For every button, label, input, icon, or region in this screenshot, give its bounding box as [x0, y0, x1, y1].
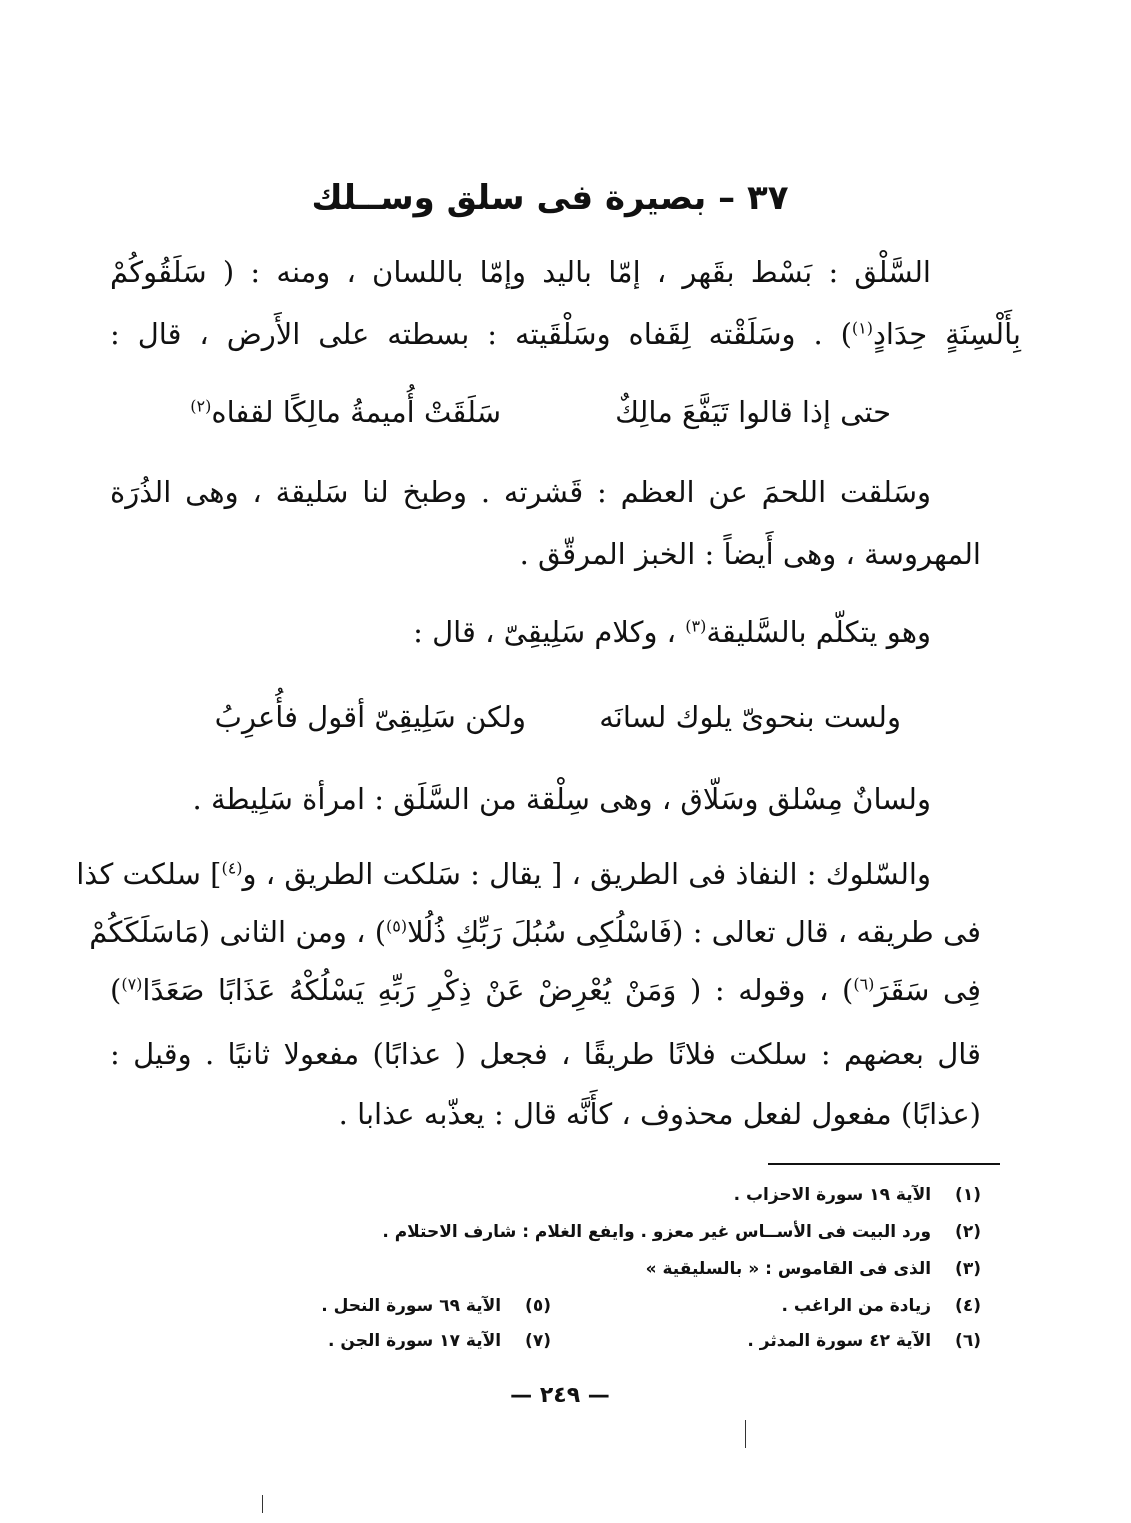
paragraph-2-line-2: [110, 537, 981, 571]
text-span: فى طريقه ، قال تعالى : (فَاسْلُكِى سُبُلَ رَبِّكِ ذُلُلا: [407, 915, 981, 949]
footnote-ref[interactable]: (٣): [685, 616, 707, 636]
verse-1-second-hemistich: [190, 395, 501, 429]
verse-2-first-hemistich: ولست بنحوىّ يلوك لسانَه: [599, 700, 901, 734]
paragraph-5-line-5: [110, 1097, 981, 1131]
text-span: ] سلكت كذا: [76, 857, 222, 891]
text-span: وسَلقت اللحمَ عن العظم : قَشرته . وطبخ لنا سَليقة ، وهى الذُرَة: [110, 475, 931, 509]
scan-mark: [745, 1420, 746, 1448]
footnote-ref[interactable]: (١): [851, 318, 874, 338]
footnote-text: الآية ١٧ سورة الجن .: [328, 1331, 502, 1351]
paragraph-5-line-2: [89, 915, 981, 949]
footnote-ref[interactable]: (٢): [190, 396, 212, 416]
footnote-ref[interactable]: (٧): [121, 974, 143, 994]
footnote-3: [646, 1259, 981, 1279]
text-span: ) . وسَلَقْته لِقَفاه وسَلْقَيته : بسطته على الأَرض ، قال :: [110, 317, 852, 351]
footnote-number: (٤): [955, 1296, 981, 1316]
verse-1-first-hemistich: حتى إذا قالوا تَيَفَّعَ مالِكٌ: [615, 395, 891, 429]
text-span: ): [110, 973, 122, 1007]
paragraph-4: ولسانٌ مِسْلق وسَلّاق ، وهى سِلْقة من السَّلَق : امرأة سَلِيطة .: [192, 782, 931, 816]
paragraph-1-line-1: [110, 255, 931, 289]
page-number: — ٢٤٩ —: [510, 1383, 610, 1408]
footnote-5: [321, 1296, 551, 1316]
text-span: وهو يتكلّم بالسَّليقة: [706, 615, 931, 649]
footnote-text: الآية ٤٢ سورة المدثر .: [747, 1331, 932, 1351]
footnote-4: [782, 1296, 982, 1316]
verse-2-second-hemistich: ولكن سَلِيقِىّ أقول فأُعرِبُ: [214, 700, 526, 734]
footnote-divider: [768, 1163, 1000, 1165]
footnote-7: [328, 1331, 551, 1351]
paragraph-5-line-3: [110, 973, 981, 1007]
paragraph-5-line-4: [110, 1037, 981, 1071]
section-title: ٣٧ – بصيرة فى سلق وســلك: [311, 178, 789, 218]
scan-mark: [262, 1495, 263, 1513]
footnote-ref[interactable]: (٤): [221, 858, 243, 878]
paragraph-3: [413, 615, 931, 649]
footnote-text: الآية ٦٩ سورة النحل .: [321, 1296, 502, 1316]
text-span: (عذابًا) مفعول لفعل محذوف ، كأَنَّه قال : يعذّبه عذابا .: [338, 1097, 981, 1131]
text-span: السَّلْق : بَسْط بقَهر ، إمّا باليد وإمّا باللسان ، ومنه : ( سَلَقُوكُمْ: [110, 255, 931, 289]
text-span: ) ، وقوله : ( وَمَنْ يُعْرِضْ عَنْ ذِكْرِ رَبِّهِ يَسْلُكْهُ عَذَابًا صَعَدًا: [142, 973, 854, 1007]
text-span: سَلَقَتْ أُميمةُ مالِكًا لقفاه: [211, 395, 501, 429]
text-span: فِى سَقَرَ: [874, 973, 981, 1007]
text-span: المهروسة ، وهى أَيضاً : الخبز المرقّق .: [519, 537, 981, 571]
footnote-1: [734, 1185, 981, 1205]
footnote-6: [747, 1331, 981, 1351]
footnote-number: (٦): [955, 1331, 981, 1351]
paragraph-5-line-1: [76, 857, 931, 891]
footnote-number: (١): [955, 1185, 981, 1205]
text-span: ) ، ومن الثانى (مَاسَلَكَكُمْ: [89, 915, 387, 949]
text-span: بِأَلْسِنَةٍ حِدَادٍ: [873, 317, 1021, 351]
paragraph-1-line-2: [110, 317, 1021, 351]
footnote-text: ورد البيت فى الأســاس غير معزو . وايفع الغلام : شارف الاحتلام .: [382, 1222, 932, 1242]
footnote-ref[interactable]: (٥): [386, 916, 408, 936]
footnote-text: الذى فى القاموس : « بالسليقية »: [645, 1259, 932, 1279]
text-span: ، وكلام سَلِيقِىّ ، قال :: [413, 615, 686, 649]
paragraph-2-line-1: [110, 475, 931, 509]
footnote-number: (٧): [525, 1331, 551, 1351]
footnote-ref[interactable]: (٦): [853, 974, 875, 994]
footnote-2: [382, 1222, 981, 1242]
footnote-number: (٢): [955, 1222, 981, 1242]
footnote-number: (٣): [955, 1259, 981, 1279]
footnote-text: الآية ١٩ سورة الاحزاب .: [733, 1185, 932, 1205]
text-span: والسّلوك : النفاذ فى الطريق ، [ يقال : سَلكت الطريق ، و: [242, 857, 931, 891]
footnote-number: (٥): [525, 1296, 551, 1316]
text-span: قال بعضهم : سلكت فلانًا طريقًا ، فجعل ( عذابًا) مفعولا ثانيًا . وقيل :: [110, 1037, 981, 1071]
footnote-text: زيادة من الراغب .: [781, 1296, 932, 1316]
